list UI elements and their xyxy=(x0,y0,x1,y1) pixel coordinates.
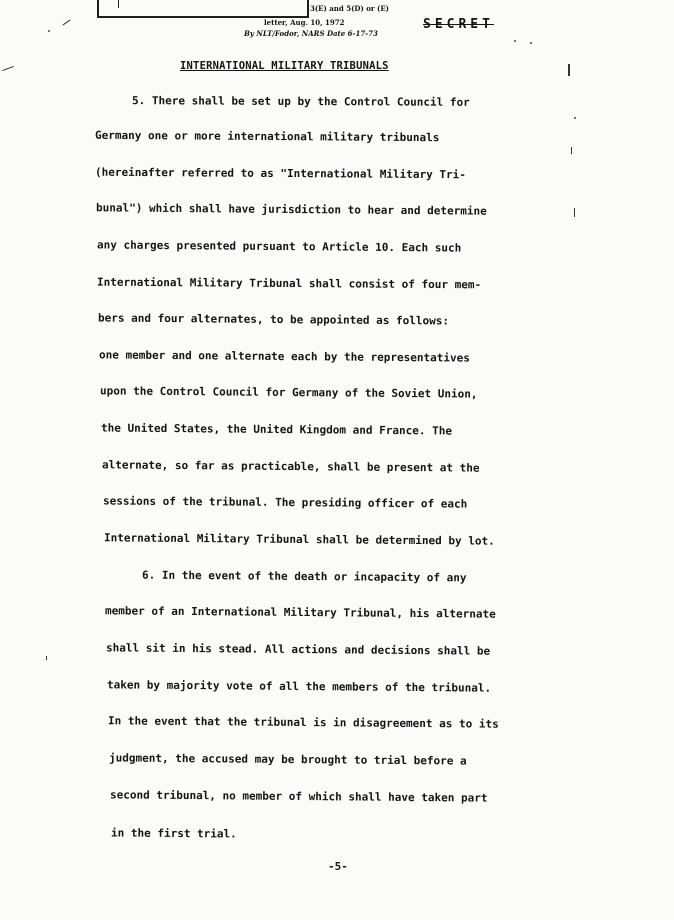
declassification-letter-date: letter, Aug. 10, 1972 xyxy=(264,18,345,27)
text-line: one member and one alternate each by the representatives xyxy=(98,348,470,365)
declassification-stamp-box xyxy=(97,0,309,18)
margin-pen-mark xyxy=(63,20,71,26)
text-line: alternate, so far as practicable, shall be present at the xyxy=(101,458,480,475)
scan-speck xyxy=(530,42,532,44)
margin-pen-mark xyxy=(574,208,575,217)
page-heading: INTERNATIONAL MILITARY TRIBUNALS xyxy=(180,60,389,72)
text-line: 5. There shall be set up by the Control Council for xyxy=(131,94,470,109)
text-line: bers and four alternates, to be appointed as follows: xyxy=(97,311,450,328)
margin-pen-mark xyxy=(2,66,14,71)
text-line: Germany one or more international military tribunals xyxy=(94,128,440,145)
text-line: International Military Tribunal shall be determined by lot. xyxy=(103,531,495,548)
stamp-tick-mark xyxy=(118,0,119,8)
scan-speck xyxy=(514,40,516,42)
declassification-signature-line: By NLT/Fodor, NARS Date 6-17-73 xyxy=(244,29,378,38)
margin-pen-mark xyxy=(571,147,572,154)
text-line: member of an International Military Tribunal, his alternate xyxy=(104,604,496,621)
page-number: -5- xyxy=(328,860,348,873)
text-line: (hereinafter referred to as "International Military Tri- xyxy=(94,165,466,182)
text-line: any charges presented pursuant to Article 10. Each such xyxy=(96,238,462,255)
text-line: second tribunal, no member of which shall have taken part xyxy=(109,788,488,805)
text-line: bunal") which shall have jurisdiction to hear and determine xyxy=(95,201,487,218)
text-line: taken by majority vote of all the members of the tribunal. xyxy=(106,678,492,695)
text-line: in the first trial. xyxy=(110,826,237,841)
text-line: In the event that the tribunal is in disagreement as to its xyxy=(107,714,499,731)
text-line: the United States, the United Kingdom and France. The xyxy=(100,421,453,438)
classification-marking: SECRET xyxy=(423,17,494,32)
scan-speck xyxy=(48,30,50,32)
text-line: shall sit in his stead. All actions and decisions shall be xyxy=(105,641,491,658)
margin-pen-mark xyxy=(568,64,570,76)
text-line: 6. In the event of the death or incapacity of any xyxy=(141,568,467,585)
text-line: International Military Tribunal shall consist of four mem- xyxy=(96,275,482,292)
scan-speck xyxy=(574,117,576,119)
margin-pen-mark xyxy=(46,656,47,660)
text-line: sessions of the tribunal. The presiding officer of each xyxy=(102,494,468,511)
declassification-authority: 3(E) and 5(D) or (E) xyxy=(310,4,389,13)
text-line: upon the Control Council for Germany of the Soviet Union, xyxy=(99,384,478,401)
text-line: judgment, the accused may be brought to trial before a xyxy=(108,751,467,768)
